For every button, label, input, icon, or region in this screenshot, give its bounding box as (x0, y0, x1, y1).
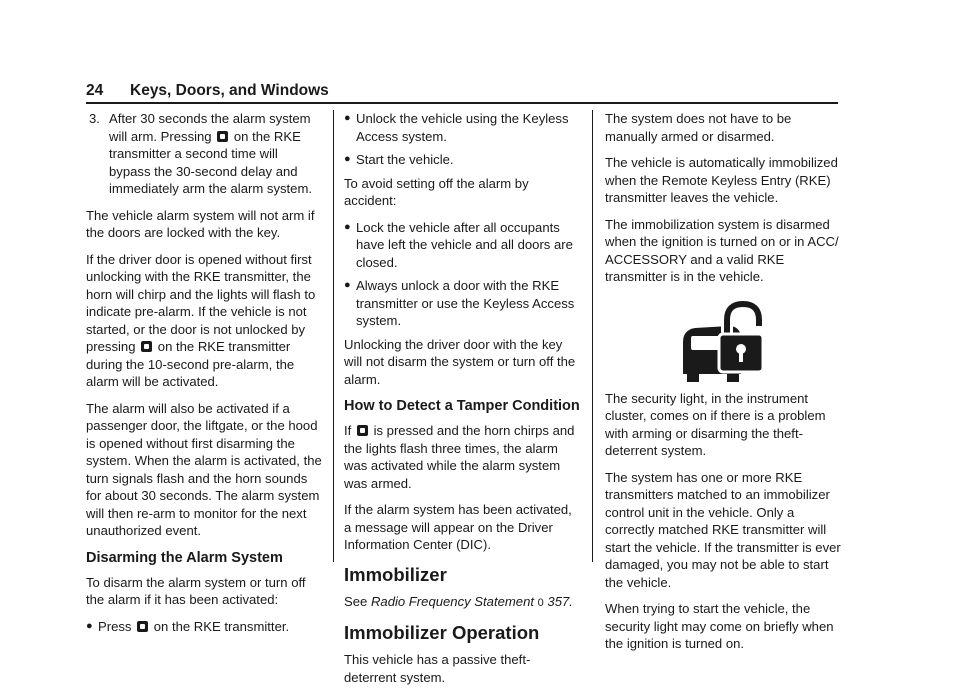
bullet-icon: ● (344, 153, 351, 165)
heading-tamper: How to Detect a Tamper Condition (344, 398, 580, 414)
bullet-item (344, 219, 580, 272)
section-title: Keys, Doors, and Windows (130, 82, 329, 99)
paragraph-part: If the driver door is opened without first unlocking with the RKE transmitter, the horn will chirp and the lights will flash to indicate pre-alarm. If the vehicle is not started, or the door is not unlocked by pressing (86, 251, 316, 354)
bullet-icon: ● (344, 220, 351, 233)
unlock-button-icon (141, 341, 152, 352)
heading-disarming: Disarming the Alarm System (86, 549, 283, 566)
bullet-icon: ● (86, 619, 93, 632)
paragraph-part: on the RKE transmitter during the 10-second pre-alarm, the alarm will be activated. (86, 339, 295, 389)
step-text-part: After 30 seconds the alarm system will arm. Pressing (109, 111, 311, 144)
column-2 (344, 110, 580, 695)
column-divider-1 (333, 110, 334, 562)
bullet-item (344, 151, 580, 169)
bullet-text-part: on the RKE transmitter. (153, 618, 290, 634)
heading-immobilizer: Immobilizer (344, 563, 447, 585)
heading-immobilizer-operation: Immobilizer Operation (344, 622, 540, 643)
see-label: See (344, 593, 368, 609)
numbered-step (86, 110, 322, 198)
bullet-item (344, 110, 580, 145)
reference-link[interactable]: Radio Frequency Statement (370, 593, 534, 609)
bullet-text (98, 618, 322, 636)
step-text (107, 110, 322, 198)
paragraph: The vehicle alarm system will not arm if the doors are locked with the key. (86, 207, 315, 240)
step-text-part: on the RKE transmitter a second time will bypass the 30-second delay and immediately arm the alarm system. (109, 128, 313, 196)
bullet-icon: ● (344, 112, 351, 124)
bullet-text-part: Press (98, 618, 132, 634)
bullet-item (344, 277, 580, 330)
unlock-button-icon (357, 425, 368, 436)
column-1 (86, 110, 322, 641)
bullet-icon: ● (344, 279, 351, 291)
page-arrow-icon: 0 (537, 596, 544, 609)
bullet-text: Start the vehicle. (356, 152, 454, 167)
paragraph-part: is pressed and the horn chirps and the lights flash three times, the alarm was activated while the alarm system was armed. (344, 423, 575, 491)
paragraph (344, 422, 580, 492)
paragraph: The system does not have to be manually armed or disarmed. (605, 111, 792, 144)
page-header (86, 78, 838, 104)
paragraph: If the alarm system has been activated, a message will appear on the Driver Information Center (DIC). (344, 502, 572, 552)
bullet-text: Unlock the vehicle using the Keyless Access system. (356, 111, 569, 144)
bullet-item (86, 618, 322, 636)
bullet-text: Lock the vehicle after all occupants have left the vehicle and all doors are closed. (356, 219, 573, 270)
step-number: 3. (89, 111, 100, 126)
page-number: 24 (86, 82, 104, 99)
column-divider-2 (592, 110, 593, 562)
paragraph: To disarm the alarm system or turn off the alarm if it has been activated: (86, 574, 306, 607)
column-3 (605, 110, 841, 662)
paragraph: The immobilization system is disarmed when the ignition is turned on or in ACC/ ACCESSORY and a valid RKE transmitter is in the vehicle. (605, 216, 839, 284)
header-rule (86, 102, 838, 104)
paragraph (86, 251, 322, 391)
paragraph-part: If (344, 423, 352, 438)
reference-page[interactable]: 357. (547, 593, 573, 609)
paragraph: The vehicle is automatically immobilized when the Remote Keyless Entry (RKE) transmitter leaves the vehicle. (605, 155, 838, 205)
see-reference (344, 593, 580, 613)
paragraph: The system has one or more RKE transmitters matched to an immobilizer control unit in the vehicle. Only a correctly matched RKE transmitter will start the vehicle. If the transmitter is ever damaged, you may not be able to start the vehicle. (605, 469, 841, 590)
paragraph: This vehicle has a passive theft-deterrent system. (344, 652, 531, 685)
lock-button-icon (217, 131, 228, 142)
paragraph: To avoid setting off the alarm by accident: (344, 175, 529, 208)
paragraph: Unlocking the driver door with the key will not disarm the system or turn off the alarm. (344, 336, 576, 387)
paragraph: The alarm will also be activated if a passenger door, the liftgate, or the hood is opened without first disarming the system. When the alarm is activated, the turn signals flash and the horn sounds for about 30 seconds. The alarm system will then re-arm to monitor for the next unauthorized event. (86, 400, 322, 538)
paragraph: When trying to start the vehicle, the security light may come on briefly when the ignition is turned on. (605, 601, 834, 651)
security-light-icon (669, 296, 769, 386)
unlock-button-icon (137, 621, 148, 632)
paragraph: The security light, in the instrument cluster, comes on if there is a problem with arming or disarming the theft-deterrent system. (605, 390, 826, 458)
bullet-text: Always unlock a door with the RKE transmitter or use the Keyless Access system. (356, 278, 575, 328)
